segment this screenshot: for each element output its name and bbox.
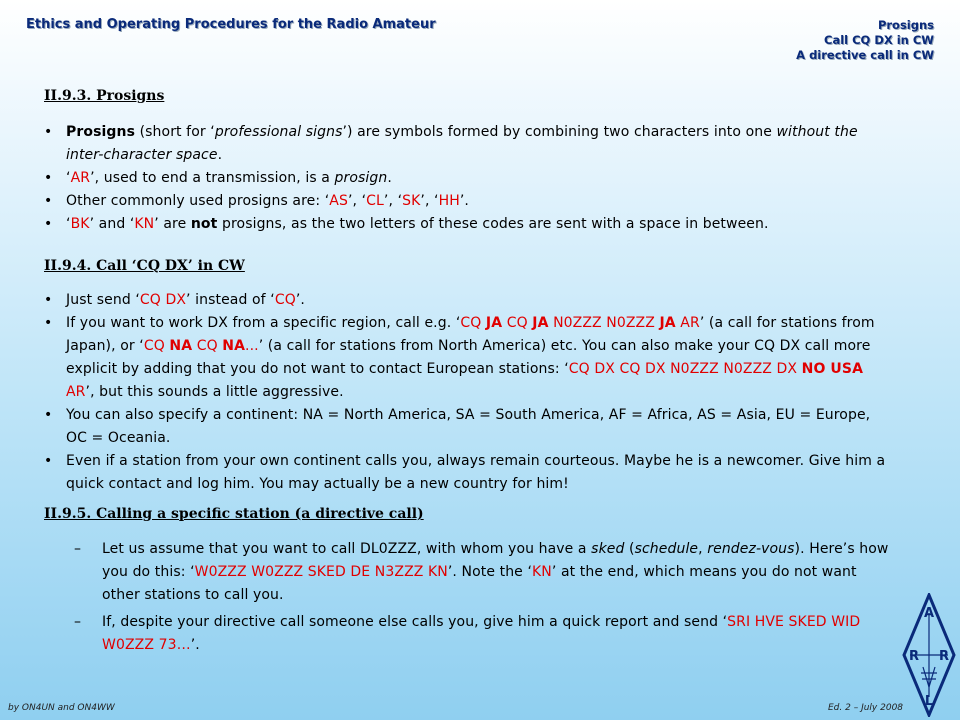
text-italic: sked (591, 541, 625, 557)
list-item (44, 167, 894, 190)
code-text: CQ (274, 292, 296, 308)
term-prosigns: Prosigns (66, 124, 136, 140)
code-text: CQ (192, 338, 223, 354)
list-item (44, 404, 894, 450)
code-text: N0ZZZ N0ZZZ (548, 315, 660, 331)
code-text: AR (675, 315, 700, 331)
code-text: CL (366, 193, 384, 209)
code-text: ... (245, 338, 259, 354)
text: ’, used to end a transmission, is a (90, 170, 335, 186)
code-text: HH (438, 193, 460, 209)
text: ’ (a call for stations from Japan), or ‘ (66, 315, 875, 354)
text: If you want to work DX from a specific region, call e.g. ‘ (66, 315, 461, 331)
footer-authors: by ON4UN and ON4WW (8, 703, 115, 713)
slide-content (44, 88, 894, 657)
list-item (44, 289, 894, 312)
text: ’. (295, 292, 305, 308)
code-text-bold: NA (169, 338, 193, 354)
section-title-directive-call: II.9.5. Calling a specific station (a directive call) (44, 506, 424, 522)
code-text-bold: NA (222, 338, 246, 354)
prosigns-list (44, 121, 894, 236)
code-text: CQ (143, 338, 170, 354)
text: Other commonly used prosigns are: ‘ (66, 193, 330, 209)
text: If, despite your directive call someone else calls you, give him a quick report and send ‘ (102, 614, 728, 630)
code-text: KN (532, 564, 552, 580)
list-item (44, 190, 894, 213)
code-text: BK (70, 216, 90, 232)
text: . (387, 170, 392, 186)
topic-line-2: Call CQ DX in CW (824, 33, 934, 47)
code-text: SK (402, 193, 421, 209)
cq-dx-list (44, 289, 894, 496)
text-bold: not (190, 216, 218, 232)
logo-letter-right: R (938, 649, 950, 664)
code-text: W0ZZZ W0ZZZ SKED DE N3ZZZ KN (194, 564, 448, 580)
topic-line-1: Prosigns (877, 18, 934, 32)
text: ’ are (154, 216, 191, 232)
code-text: CQ DX CQ DX N0ZZZ N0ZZZ DX (568, 361, 802, 377)
code-text: AR (70, 170, 91, 186)
code-text: CQ DX (139, 292, 187, 308)
text: ’ (a call for stations from North America) etc. You can also make your CQ DX call more explicit by adding that you do not want to contact European stations: ‘ (66, 338, 871, 377)
code-text-bold: JA (659, 315, 676, 331)
text: ’, ‘ (383, 193, 403, 209)
document-title: Ethics and Operating Procedures for the Radio Amateur (26, 17, 436, 32)
text: (short for ‘ (135, 124, 215, 140)
text: You can also specify a continent: NA = North America, SA = South America, AF = Africa, AS = Asia, EU = Europe, OC = Oceania. (66, 407, 871, 446)
text: prosigns, as the two letters of these codes are sent with a space in between. (217, 216, 769, 232)
code-text: CQ (460, 315, 486, 331)
logo-letter-bottom: L (924, 694, 934, 709)
section-title-cq-dx: II.9.4. Call ‘CQ DX’ in CW (44, 258, 245, 274)
list-item (44, 121, 894, 167)
text-italic: without the inter-character space (66, 124, 858, 163)
text: Let us assume that you want to call DL0ZZZ, with whom you have a (102, 541, 592, 557)
section-title-prosigns: II.9.3. Prosigns (44, 88, 165, 104)
text: ’. (459, 193, 469, 209)
text: ‘ (66, 216, 71, 232)
code-text: AR (66, 384, 86, 400)
text: ( (624, 541, 635, 557)
slide-topics (796, 18, 934, 63)
footer-edition: Ed. 2 – July 2008 (828, 703, 904, 713)
text-italic: professional signs (214, 124, 343, 140)
logo-letter-top: A (923, 606, 935, 621)
code-text: CQ (502, 315, 533, 331)
list-item (44, 312, 894, 404)
text: ). Here’s how you do this: ‘ (102, 541, 889, 580)
topic-line-3: A directive call in CW (796, 48, 934, 62)
code-text: AS (329, 193, 348, 209)
text: ’ and ‘ (89, 216, 135, 232)
text: ’, ‘ (347, 193, 367, 209)
text: Just send ‘ (66, 292, 140, 308)
list-item (44, 538, 894, 607)
logo-letter-left: R (908, 649, 920, 664)
text: ’. (190, 637, 200, 653)
list-item (44, 213, 894, 236)
text: ’ instead of ‘ (186, 292, 275, 308)
text: ‘ (66, 170, 71, 186)
code-text-bold: NO USA (801, 361, 864, 377)
arrl-logo (902, 593, 956, 717)
directive-call-list (44, 538, 894, 657)
code-text: KN (134, 216, 155, 232)
text: ’, but this sounds a little aggressive. (85, 384, 344, 400)
code-text-bold: JA (485, 315, 503, 331)
text-italic: rendez-vous (707, 541, 795, 557)
text-italic: schedule (634, 541, 699, 557)
text: ’. Note the ‘ (447, 564, 532, 580)
text: ’ at the end, which means you do not want other stations to call you. (102, 564, 857, 603)
code-text-bold: JA (532, 315, 549, 331)
text-italic: prosign (334, 170, 388, 186)
text: Even if a station from your own continent calls you, always remain courteous. Maybe he is a newcomer. Give him a quick contact and log him. You may actually be a new country for him! (66, 453, 886, 492)
code-text: SRI HVE SKED WID W0ZZZ 73… (102, 614, 861, 653)
text: ’) are symbols formed by combining two characters into one (342, 124, 777, 140)
list-item (44, 611, 894, 657)
text: , (698, 541, 708, 557)
text: ’, ‘ (420, 193, 439, 209)
list-item (44, 450, 894, 496)
text: . (217, 147, 223, 163)
